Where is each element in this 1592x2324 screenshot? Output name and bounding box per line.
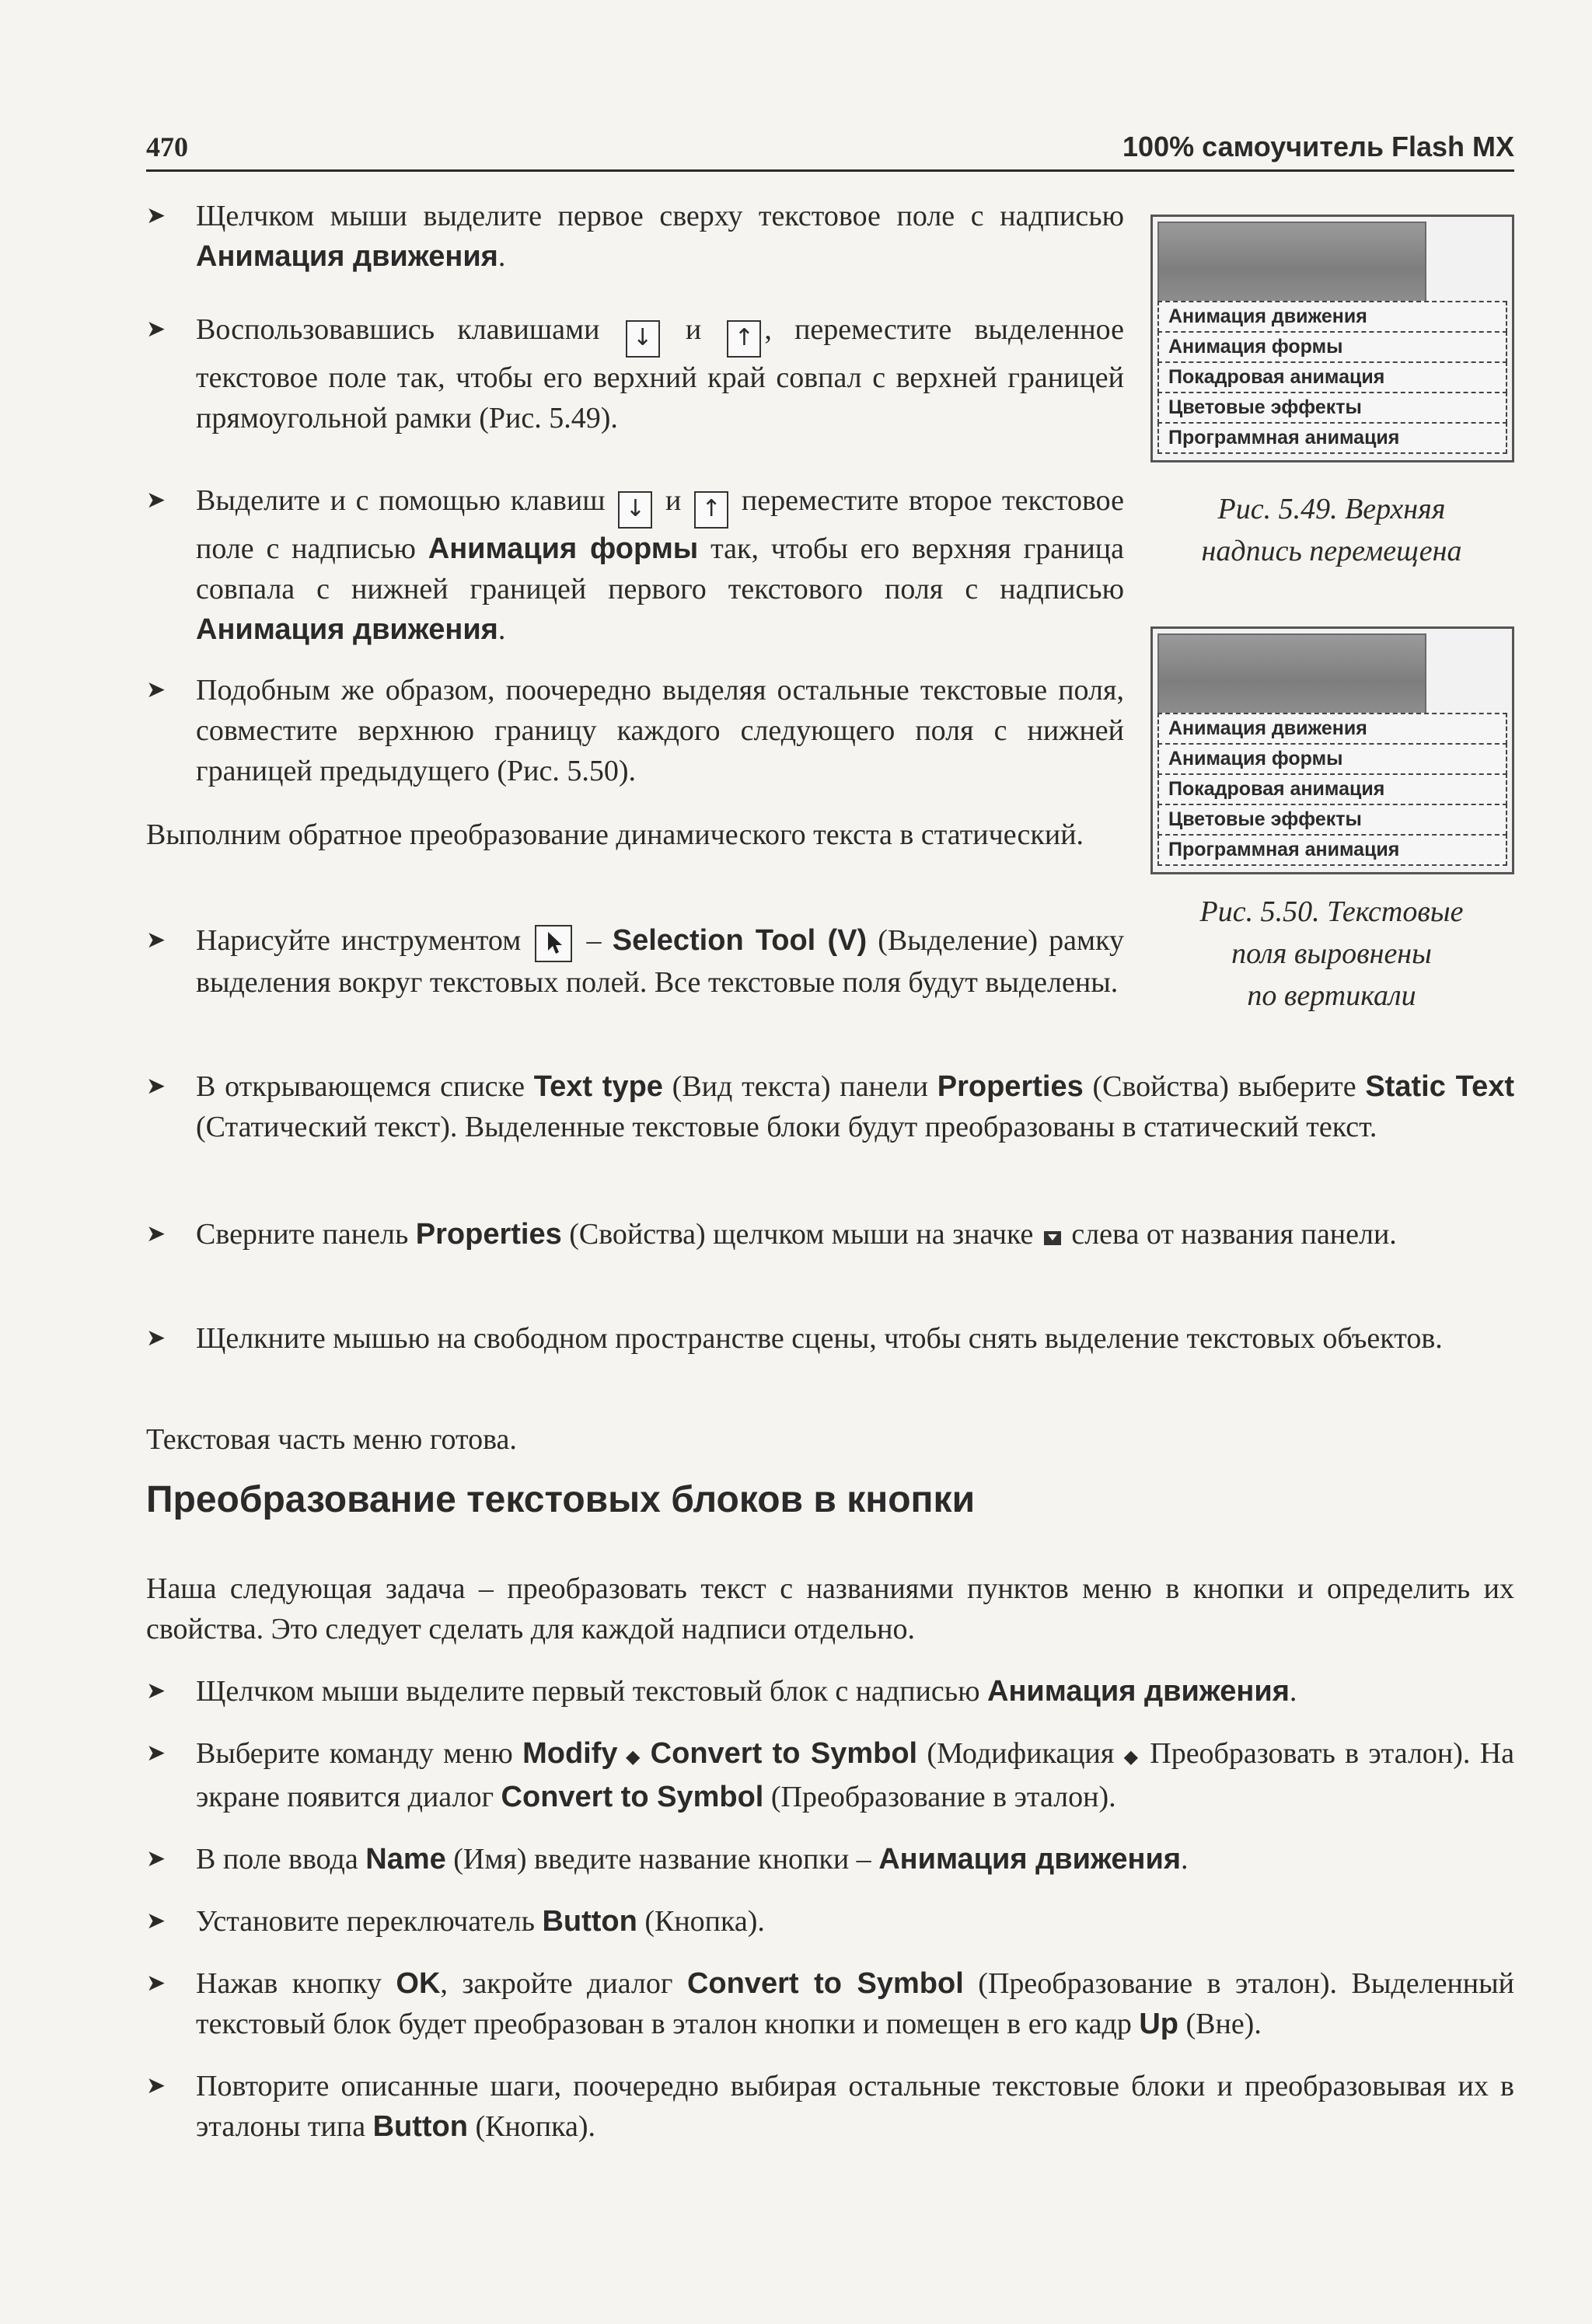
bullet-icon: ➤ <box>146 1220 166 1247</box>
step-move-with-keys: ➤ Воспользовавшись клавишами ↓ и ↑ , переместите выделенное текстовое поле так, чтобы его верхний край совпал с верхней границей прямоугольной рамки (Рис. 5.49). <box>146 309 1124 438</box>
step-select-first-block: ➤ Щелчком мыши выделите первый текстовый блок с надписью Анимация движения. <box>146 1671 1514 1712</box>
running-title: 100% самоучитель Flash MX <box>1122 131 1514 162</box>
bullet-icon: ➤ <box>146 316 166 343</box>
menu-separator-icon: ◆ <box>617 1746 651 1767</box>
figure-5-50 <box>1150 626 1514 874</box>
step-text-type: ➤ В открывающемся списке Text type (Вид текста) панели Properties (Свойства) выберите Static Text (Статический текст). Выделенные текстовые блоки будут преобразованы в статический текст. <box>146 1066 1514 1147</box>
figure-5-49-caption: Рис. 5.49. Верхняя надпись перемещена <box>1201 493 1462 567</box>
bullet-icon: ➤ <box>146 1324 166 1352</box>
bullet-icon: ➤ <box>146 1970 166 1997</box>
arrow-cursor-icon <box>535 925 572 962</box>
header-rule <box>146 169 1514 172</box>
step-text-type-wrap <box>146 1066 1514 1147</box>
bullet-icon: ➤ <box>146 1845 166 1872</box>
bullet-icon: ➤ <box>146 1073 166 1100</box>
bullet-icon: ➤ <box>146 202 166 229</box>
text-field-stack <box>1157 713 1507 866</box>
text-field-label: Покадровая анимация <box>1157 773 1507 805</box>
menu-background-bar <box>1157 633 1426 714</box>
section-title: Преобразование текстовых блоков в кнопки <box>146 1479 976 1520</box>
step-list-top-2 <box>146 309 1124 438</box>
paragraph-ready: Текстовая часть меню готова. <box>146 1423 517 1456</box>
paragraph-task: Наша следующая задача – преобразовать текст с названиями пунктов меню в кнопки и определить их свойства. Это следует сделать для каждой надписи отдельно. <box>146 1572 1514 1645</box>
step-deselect: ➤ Щелкните мышью на свободном пространстве сцены, чтобы снять выделение текстовых объектов. <box>146 1318 1514 1359</box>
text-field-label: Цветовые эффекты <box>1157 392 1507 424</box>
text-field-label: Покадровая анимация <box>1157 361 1507 393</box>
step-deselect-wrap <box>146 1318 1514 1359</box>
text-field-label: Анимация формы <box>1157 743 1507 775</box>
step-set-button: ➤ Установите переключатель Button (Кнопка). <box>146 1901 1514 1942</box>
text-field-label: Анимация формы <box>1157 331 1507 363</box>
arrow-down-key-icon: ↓ <box>626 320 660 358</box>
step-convert-to-symbol: ➤ Выберите команду меню Modify ◆ Convert to Symbol (Модификация ◆ Преобразовать в эталон). На экране появится диалог Convert to Symbol (Преобразование в эталон). <box>146 1733 1514 1817</box>
step-selection-tool-wrap <box>146 920 1124 1003</box>
step-move-second-field: ➤ Выделите и с помощью клавиш ↓ и ↑ переместите второе текстовое поле с надписью Анимация формы так, чтобы его верхняя граница совпала с нижней границей первого текстового поля с надписью Анимация движения. <box>146 480 1124 650</box>
step-repeat: ➤ Повторите описанные шаги, поочередно выбирая остальные текстовые блоки и преобразовывая их в эталоны типа Button (Кнопка). <box>146 2066 1514 2147</box>
arrow-up-key-icon: ↑ <box>727 320 761 358</box>
page-number: 470 <box>146 131 188 162</box>
menu-background-bar <box>1157 222 1426 302</box>
step-select-first-field: ➤ Щелчком мыши выделите первое сверху текстовое поле с надписью Анимация движения. <box>146 196 1124 277</box>
step-enter-name: ➤ В поле ввода Name (Имя) введите название кнопки – Анимация движения. <box>146 1839 1514 1879</box>
bullet-icon: ➤ <box>146 1740 166 1767</box>
bullet-icon: ➤ <box>146 1907 166 1935</box>
bullet-icon: ➤ <box>146 2072 166 2099</box>
bullet-icon: ➤ <box>146 1677 166 1705</box>
bullet-icon: ➤ <box>146 926 166 954</box>
figure-5-50-caption: Рис. 5.50. Текстовые поля выровнены по вертикали <box>1199 895 1464 1012</box>
step-list-top-3 <box>146 480 1124 650</box>
text-field-label: Программная анимация <box>1157 422 1507 454</box>
figure-5-49 <box>1150 215 1514 462</box>
text-field-label: Анимация движения <box>1157 301 1507 333</box>
text-field-label: Программная анимация <box>1157 834 1507 866</box>
arrow-up-key-icon: ↑ <box>694 491 728 529</box>
collapse-arrow-icon <box>1044 1231 1061 1245</box>
text-field-stack <box>1157 301 1507 454</box>
step-collapse-panel: ➤ Сверните панель Properties (Свойства) щелчком мыши на значке слева от названия панели. <box>146 1214 1514 1254</box>
step-list-bottom <box>146 1671 1514 2147</box>
paragraph-reverse: Выполним обратное преобразование динамического текста в статический. <box>146 818 1084 851</box>
step-list-top-4 <box>146 670 1124 791</box>
step-selection-tool: ➤ Нарисуйте инструментом – Selection Tool (V) (Выделение) рамку выделения вокруг текстовых полей. Все текстовые поля будут выделены. <box>146 920 1124 1003</box>
menu-separator-icon: ◆ <box>1123 1746 1140 1767</box>
step-list-top <box>146 196 1124 277</box>
step-collapse-panel-wrap <box>146 1214 1514 1254</box>
step-align-rest: ➤ Подобным же образом, поочередно выделяя остальные текстовые поля, совместите верхнюю границу каждого следующего поля с нижней границей предыдущего (Рис. 5.50). <box>146 670 1124 791</box>
step-press-ok: ➤ Нажав кнопку OK, закройте диалог Convert to Symbol (Преобразование в эталон). Выделенный текстовый блок будет преобразован в эталон кнопки и помещен в его кадр Up (Вне). <box>146 1963 1514 2044</box>
text-field-label: Цветовые эффекты <box>1157 804 1507 836</box>
bullet-icon: ➤ <box>146 487 166 514</box>
arrow-down-key-icon: ↓ <box>618 491 652 529</box>
bullet-icon: ➤ <box>146 676 166 703</box>
text-field-label: Анимация движения <box>1157 713 1507 745</box>
